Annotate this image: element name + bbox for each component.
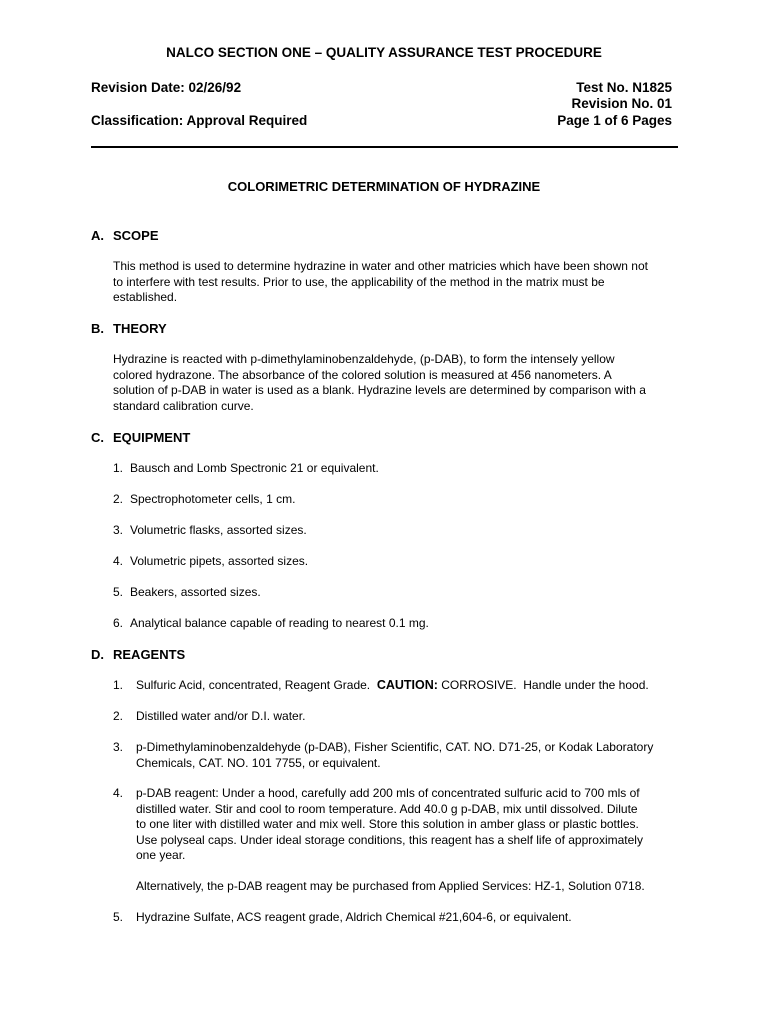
equipment-item-text: Volumetric pipets, assorted sizes. xyxy=(130,554,309,568)
reagent-text-segment: Sulfuric Acid, concentrated, Reagent Grade. xyxy=(136,678,377,692)
theory-line: standard calibration curve. xyxy=(113,398,254,413)
test-number: Test No. N1825 xyxy=(576,80,672,95)
classification: Classification: Approval Required xyxy=(91,113,308,128)
theory-heading: THEORY xyxy=(113,321,167,336)
reagents-letter: D. xyxy=(91,647,104,662)
reagent-item-number: 1. xyxy=(113,678,124,692)
scope-line: This method is used to determine hydrazine in water and other matricies which have been shown not xyxy=(113,259,648,273)
theory-line: colored hydrazone. The absorbance of the colored solution is measured at 456 nanometers. A xyxy=(113,367,612,382)
scope-heading: SCOPE xyxy=(113,228,159,243)
reagent-item-text xyxy=(136,740,684,771)
equipment-item-number: 1. xyxy=(113,461,124,475)
reagent-line: distilled water. Stir and cool to room temperature. Add 40.0 g p-DAB, mix until dissolved. Dilute xyxy=(136,801,638,816)
equipment-item-number: 3. xyxy=(113,523,124,537)
document-header-title: NALCO SECTION ONE – QUALITY ASSURANCE TEST PROCEDURE xyxy=(166,45,602,60)
equipment-heading: EQUIPMENT xyxy=(113,430,191,445)
theory-line: solution of p-DAB in water is used as a blank. Hydrazine levels are determined by comparison with a xyxy=(113,383,646,397)
revision-date: Revision Date: 02/26/92 xyxy=(91,80,242,95)
equipment-letter: C. xyxy=(91,430,104,445)
reagent-item-text xyxy=(136,786,684,864)
reagent-line: one year. xyxy=(136,848,186,862)
document-title: COLORIMETRIC DETERMINATION OF HYDRAZINE xyxy=(227,179,541,194)
reagent-item-number: 4. xyxy=(113,786,124,800)
reagent-line: p-DAB reagent: Under a hood, carefully add 200 mls of concentrated sulfuric acid to 700 mls of xyxy=(136,786,640,800)
reagent-item-text: Hydrazine Sulfate, ACS reagent grade, Aldrich Chemical #21,604-6, or equivalent. xyxy=(136,910,572,924)
page-count: Page 1 of 6 Pages xyxy=(557,113,672,128)
reagent-line: Chemicals, CAT. NO. 101 7755, or equivalent. xyxy=(136,755,381,770)
reagent-item-text: Distilled water and/or D.I. water. xyxy=(136,709,306,723)
reagent-item-text xyxy=(136,678,649,694)
revision-number: Revision No. 01 xyxy=(571,96,672,111)
equipment-item-number: 6. xyxy=(113,616,124,630)
equipment-item-text: Volumetric flasks, assorted sizes. xyxy=(130,523,307,537)
equipment-item-text: Bausch and Lomb Spectronic 21 or equivalent. xyxy=(130,461,379,475)
reagents-heading: REAGENTS xyxy=(113,647,186,662)
equipment-item-text: Analytical balance capable of reading to nearest 0.1 mg. xyxy=(130,616,429,630)
equipment-item-number: 4. xyxy=(113,554,124,568)
reagent-line: to one liter with distilled water and mix well. Store this solution in amber glass or plastic bottles. xyxy=(136,817,639,831)
scope-line: to interfere with test results. Prior to use, the applicability of the method in the matrix must be xyxy=(113,274,605,289)
reagent-alternative-note: Alternatively, the p-DAB reagent may be purchased from Applied Services: HZ-1, Solution 0718. xyxy=(136,879,645,893)
equipment-item-number: 2. xyxy=(113,492,124,506)
equipment-item-text: Beakers, assorted sizes. xyxy=(130,585,261,599)
scope-line: established. xyxy=(113,290,178,304)
scope-paragraph xyxy=(113,259,683,306)
equipment-item-number: 5. xyxy=(113,585,124,599)
theory-letter: B. xyxy=(91,321,104,336)
caution-label: CAUTION: xyxy=(376,678,438,692)
equipment-item-text: Spectrophotometer cells, 1 cm. xyxy=(130,492,296,506)
reagent-item-number: 2. xyxy=(113,709,124,723)
reagent-item-number: 5. xyxy=(113,910,124,924)
theory-paragraph xyxy=(113,352,683,414)
reagent-text-segment: CORROSIVE. Handle under the hood. xyxy=(437,678,649,692)
reagent-item-number: 3. xyxy=(113,740,124,754)
theory-line: Hydrazine is reacted with p-dimethylaminobenzaldehyde, (p-DAB), to form the intensely yellow xyxy=(113,352,615,366)
scope-letter: A. xyxy=(91,228,104,243)
header-divider xyxy=(91,146,678,148)
reagent-line: Use polyseal caps. Under ideal storage conditions, this reagent has a shelf life of approximately xyxy=(136,832,643,847)
reagent-line: p-Dimethylaminobenzaldehyde (p-DAB), Fisher Scientific, CAT. NO. D71-25, or Kodak Laboratory xyxy=(136,740,654,754)
